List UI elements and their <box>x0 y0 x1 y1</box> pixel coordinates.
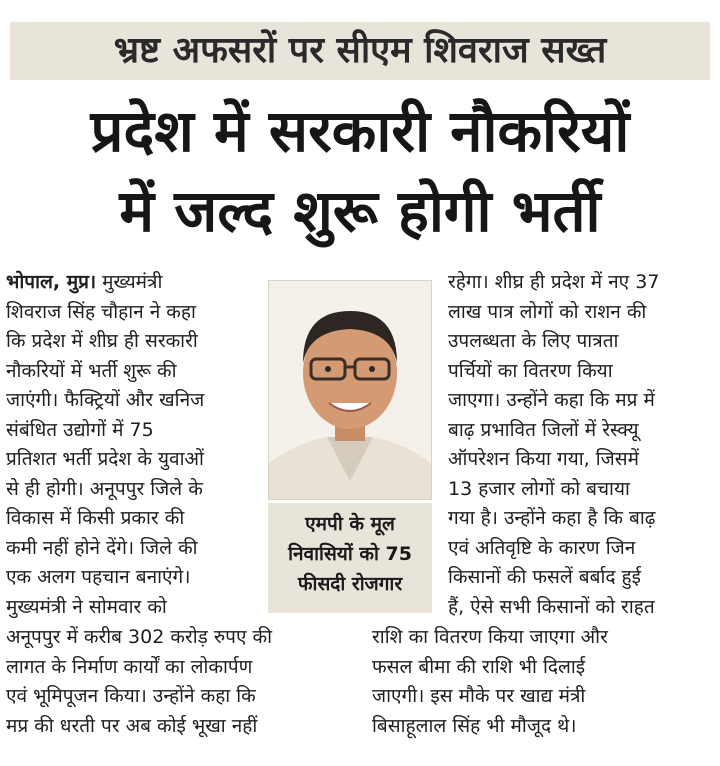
text-line: मप्र की धरती पर अब कोई भूखा नहीं <box>6 714 258 737</box>
kicker-banner <box>10 22 710 80</box>
article-bottom-right <box>372 623 712 741</box>
article-column-right <box>448 268 712 622</box>
text-line: एवं अतिवृष्टि के कारण जिन <box>448 536 636 559</box>
text-line: राशि का वितरण किया जाएगा और <box>372 626 608 648</box>
callout-line: एमपी के मूल <box>305 513 395 535</box>
article-column-left <box>6 268 252 622</box>
text-line: एवं भूमिपूजन किया। उन्होंने कहा कि <box>6 685 256 707</box>
text-line: ऑपरेशन किया गया, जिसमें <box>448 448 639 470</box>
headline-line-2: में जल्द शुरू होगी भर्ती <box>119 177 601 245</box>
callout-box <box>268 503 432 613</box>
text-fragment: मुख्यमंत्री <box>96 271 163 293</box>
text-line: मुख्यमंत्री ने सोमवार को <box>6 595 167 618</box>
text-line: लागत के निर्माण कार्यों का लोकार्पण <box>6 655 253 678</box>
text-line: शिवराज सिंह चौहान ने कहा <box>6 300 196 323</box>
text-line: संबंधित उद्योगों में 75 <box>6 418 154 441</box>
text-line: प्रतिशत भर्ती प्रदेश के युवाओं <box>6 448 204 470</box>
text-line: गया है। उन्होंने कहा है कि बाढ़ <box>448 507 656 529</box>
callout-line: निवासियों को 75 <box>288 543 412 565</box>
dateline: भोपाल, मुप्र। <box>6 271 97 293</box>
portrait-illustration <box>269 281 431 499</box>
text-line: बिसाहूलाल सिंह भी मौजूद थे। <box>372 714 577 737</box>
kicker-text: भ्रष्ट अफसरों पर सीएम शिवराज सख्त <box>113 30 607 71</box>
text-line: से ही होगी। अनूपपुर जिले के <box>6 477 203 500</box>
text-line: बाढ़ प्रभावित जिलों में रेस्क्यू <box>448 418 639 441</box>
article-bottom-left <box>6 623 358 741</box>
text-line: जाएगा। उन्होंने कहा कि मप्र में <box>448 389 655 411</box>
callout-line: फीसदी रोजगार <box>297 573 403 595</box>
text-line: उपलब्धता के लिए पात्रता <box>448 330 619 352</box>
text-line: विकास में किसी प्रकार की <box>6 507 185 529</box>
text-line: जाएगी। इस मौके पर खाद्य मंत्री <box>372 685 586 707</box>
headline-line-1: प्रदेश में सरकारी नौकरियों <box>90 97 630 165</box>
text-line: जाएंगी। फैक्ट्रियों और खनिज <box>6 389 205 411</box>
text-line: 13 हजार लोगों को बचाया <box>448 477 630 500</box>
text-line: एक अलग पहचान बनाएंगे। <box>6 566 191 588</box>
chief-minister-photo <box>268 280 432 500</box>
text-line: अनूपपुर में करीब 302 करोड़ रुपए की <box>6 626 273 648</box>
text-line: नौकरियों में भर्ती शुरू की <box>6 359 177 382</box>
text-line: फसल बीमा की राशि भी दिलाई <box>372 655 586 678</box>
text-line <box>6 268 252 298</box>
text-line: किसानों की फसलें बर्बाद हुई <box>448 566 641 588</box>
text-line: हैं, ऐसे सभी किसानों को राहत <box>448 595 655 618</box>
text-line: रहेगा। शीघ्र ही प्रदेश में नए 37 <box>448 271 660 293</box>
text-line: लाख पात्र लोगों को राशन की <box>448 300 647 323</box>
text-line: पर्चियों का वितरण किया <box>448 359 613 382</box>
text-line: कि प्रदेश में शीघ्र ही सरकारी <box>6 330 198 352</box>
text-line: कमी नहीं होने देंगे। जिले की <box>6 536 198 559</box>
